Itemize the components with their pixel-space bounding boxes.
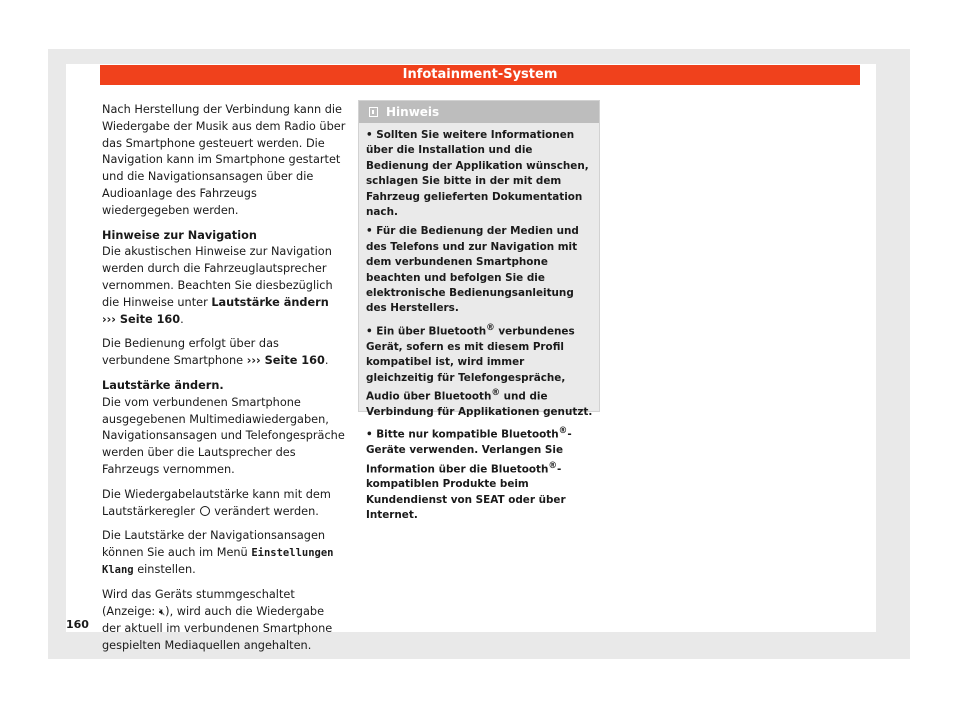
link-volume-section[interactable]: Lautstärke ändern — [211, 295, 329, 309]
text-span: Die Bedienung erfolgt über das verbundene Smartphone — [102, 337, 279, 368]
heading-navigation: Hinweise zur Navigation — [102, 228, 257, 242]
text-span: • Ein über Bluetooth — [366, 325, 487, 338]
menu-name-settings: Einstellungen — [251, 547, 334, 560]
speaker-mute-icon: 🔇︎ — [158, 606, 166, 618]
text-span: Die Lautstärke der Navigationsansagen können Sie auch im Menü — [102, 529, 326, 560]
section-header: Infotainment-System — [100, 65, 860, 85]
paragraph-mute — [102, 587, 346, 655]
paragraph-intro: Nach Herstellung der Verbindung kann die Wiedergabe der Musik aus dem Radio über das Smartphone gesteuert werden. Die Navigation kann im Smartphone gestartet und die Navigationsansagen über die Audioanlage des Fahrzeugs wiedergegeben werden. — [102, 103, 346, 217]
note-header — [359, 101, 599, 123]
registered-mark: ® — [548, 460, 558, 471]
info-icon — [369, 107, 378, 117]
page-reference-link[interactable]: ››› Seite 160 — [102, 312, 181, 326]
text-span: Die Wiedergabelautstärke kann mit dem Lautstärkeregler — [102, 487, 331, 518]
text-span: und die Verbindung für Applikationen genutzt. — [366, 390, 593, 418]
volume-knob-icon — [200, 506, 210, 516]
text-span: -kompatiblen Produkte beim Kundendienst von SEAT oder über Internet. — [366, 463, 566, 522]
text-span: • Bitte nur kompatible Bluetooth — [366, 428, 559, 441]
registered-mark: ® — [491, 387, 501, 398]
note-body — [359, 123, 599, 524]
registered-mark: ® — [486, 322, 495, 333]
text-span: Wird das Geräts stummgeschaltet (Anzeige: — [102, 587, 295, 618]
paragraph-navigation: Die akustischen Hinweise zur Navigation werden durch die Fahrzeuglautsprecher vernommen. Beachten Sie diesbezüglich die Hinweise unter Lautstärke ändern ››› Seite 160. — [102, 245, 333, 326]
note-bullet — [366, 424, 593, 523]
text-span: verändert werden. — [214, 504, 319, 518]
page-reference-link[interactable]: ››› Seite 160 — [246, 354, 325, 368]
registered-mark: ® — [558, 426, 568, 437]
menu-name-sound: Klang — [102, 563, 134, 576]
paragraph-operation: Die Bedienung erfolgt über das verbundene Smartphone ››› Seite 160. — [102, 337, 329, 368]
left-column — [102, 102, 346, 663]
paragraph-volume-knob — [102, 487, 346, 521]
text-span: ), wird auch die Wiedergabe der aktuell im verbundenen Smartphone gespielten Mediaquellen angehalten. — [102, 604, 333, 653]
text-span: verbundenes Gerät, sofern es mit diesem Profil kompatibel ist, wird immer gleichzeitig für Telefongespräche, Audio über Bluetooth — [366, 325, 575, 403]
paragraph-volume-output: Die vom verbundenen Smartphone ausgegebenen Multimediawiedergaben, Navigationsansagen und Telefongespräche werden über die Lautsprecher des Fahrzeugs vernommen. — [102, 395, 345, 476]
text-span: Die akustischen Hinweise zur Navigation werden durch die Fahrzeuglautsprecher vernommen. Beachten Sie diesbezüglich die Hinweise unter — [102, 245, 333, 309]
page-number: 160 — [66, 618, 89, 631]
note-bullet: • Sollten Sie weitere Informationen über die Installation und die Bedienung der Applikation wünschen, schlagen Sie bitte in der mit dem Fahrzeug gelieferten Dokumentation nach. — [366, 129, 589, 219]
note-box — [358, 100, 600, 522]
text-span: einstellen. — [137, 562, 196, 576]
paragraph-nav-volume — [102, 528, 346, 578]
heading-volume: Lautstärke ändern. — [102, 378, 224, 392]
note-bullet: • Für die Bedienung der Medien und des Telefons und zur Navigation mit dem verbundenen Smartphone beachten und befolgen Sie die elektronische Bedienungsanleitung des Herstellers. — [366, 225, 579, 315]
text-span: -Geräte verwenden. Verlangen Sie Information über die Bluetooth — [366, 428, 572, 475]
note-title: Hinweis — [386, 105, 440, 119]
note-bullet — [366, 321, 593, 420]
